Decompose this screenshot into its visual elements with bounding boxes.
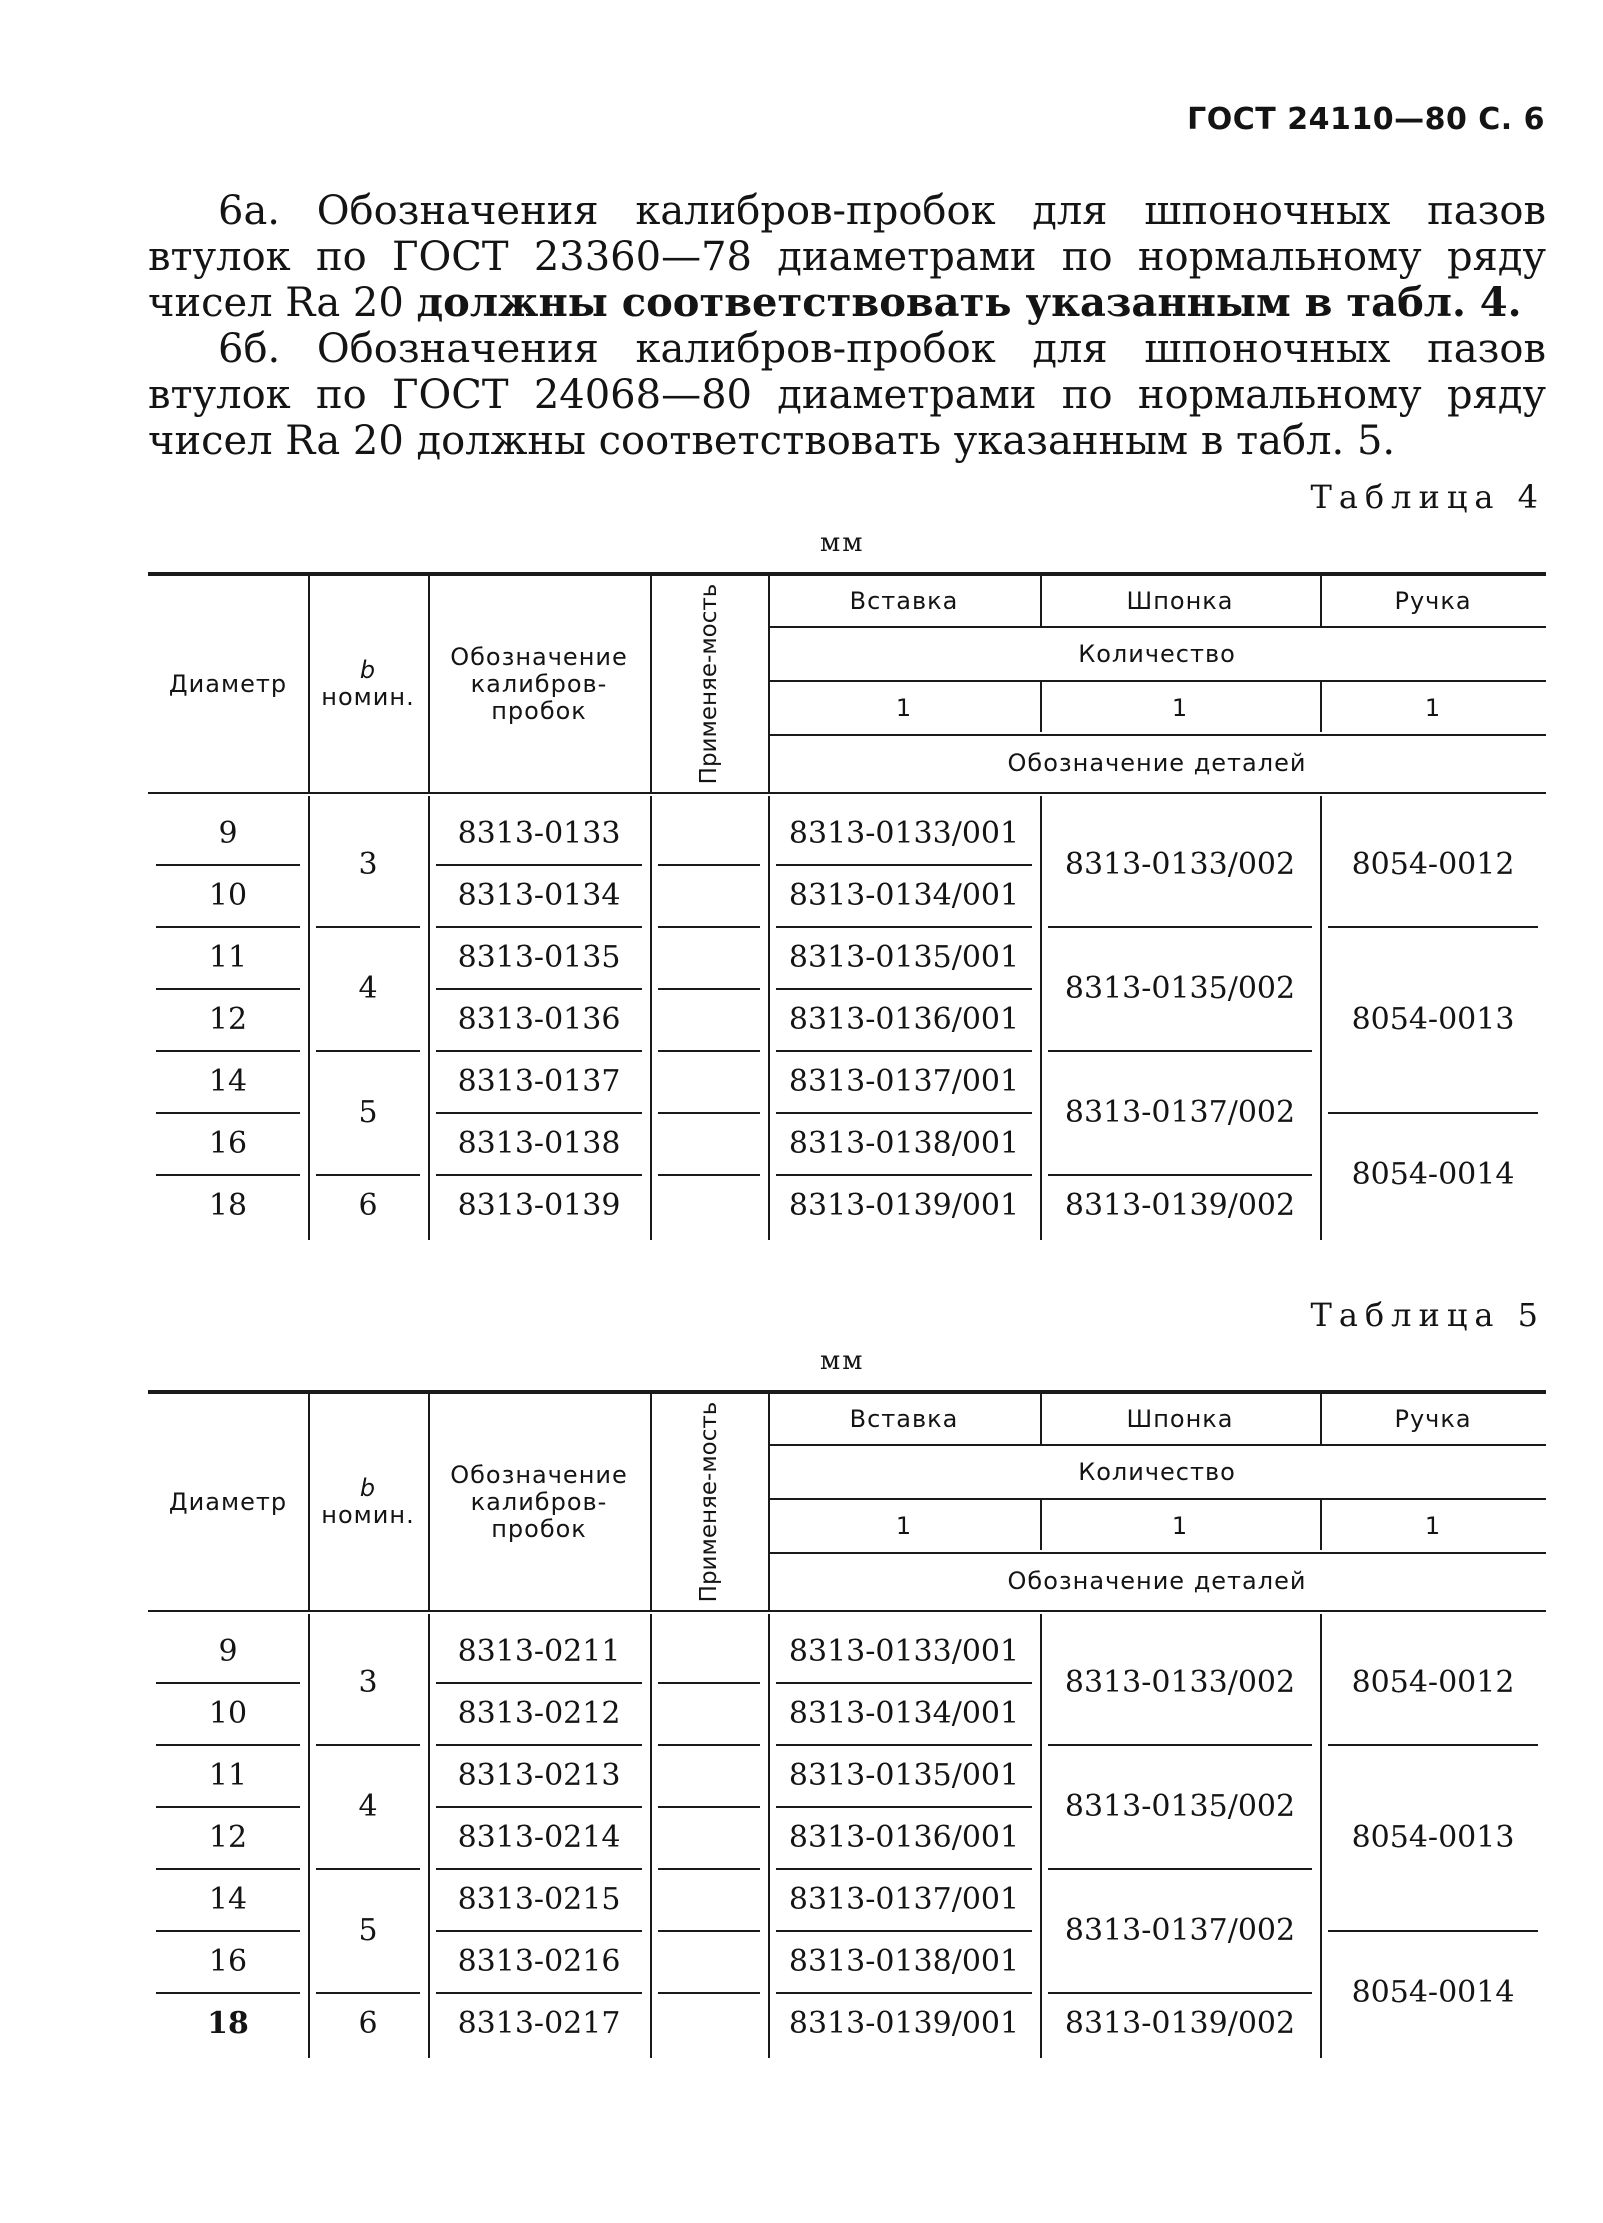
header-qty-handle: 1 [1424,693,1442,722]
header-b-label: номин. [321,683,415,711]
gauge-designation: 8313-0138 [457,1125,621,1161]
gauge-designation: 8313-0134 [457,877,621,913]
header-parts-designation: Обозначение деталей [1007,748,1307,777]
gauge-designation: 8313-0139 [457,1187,621,1223]
insert-designation: 8313-0135/001 [788,1757,1020,1793]
applicability-rule [658,1868,760,1870]
handle-designation: 8054-0014 [1351,1974,1515,2010]
header-insert: Вставка [849,1404,959,1433]
header-b-label: номин. [321,1501,415,1529]
diameter-value: 14 [208,1881,248,1917]
table-4 [148,572,1546,1282]
gauge-designation: 8313-0133 [457,815,621,851]
diameter-value: 16 [208,1125,248,1161]
key-designation: 8313-0137/002 [1064,1094,1296,1130]
body-text [148,188,1546,464]
insert-designation: 8313-0137/001 [788,1881,1020,1917]
applicability-rule [658,1050,760,1052]
gauge-designation: 8313-0216 [457,1943,621,1979]
handle-designation: 8054-0013 [1351,1001,1515,1037]
b-nominal-value: 6 [358,2005,378,2041]
applicability-rule [658,1682,760,1684]
header-bottom-rule [148,1610,1546,1612]
insert-designation: 8313-0139/001 [788,2005,1020,2041]
diameter-value: 9 [218,1633,238,1669]
insert-designation: 8313-0134/001 [788,1695,1020,1731]
b-nominal-value: 6 [358,1187,378,1223]
b-nominal-value: 4 [358,970,378,1006]
header-parts-designation: Обозначение деталей [1007,1566,1307,1595]
applicability-rule [658,1992,760,1994]
paragraph-6b: 6б. Обозначения калибров-пробок для шпоночных пазов втулок по ГОСТ 24068—80 диаметрами по нормальному ряду чисел Ra 20 должны соответствовать указанным в табл. 5. [148,326,1546,464]
table4-caption: Таблица 4 [1310,478,1545,516]
body-col-divider [650,796,652,1240]
diameter-value: 12 [208,1001,248,1037]
header-bottom-rule [148,792,1546,794]
gauge-designation: 8313-0135 [457,939,621,975]
applicability-rule [658,1744,760,1746]
header-diameter: Диаметр [168,669,288,698]
paragraph-6a-bold: должны соответствовать указанным в табл. 4. [416,279,1522,326]
diameter-value: 11 [208,939,248,975]
b-nominal-value: 3 [358,846,378,882]
applicability-rule [658,926,760,928]
header-gauge-designation: Обозначение калибров-пробок [450,642,628,725]
insert-designation: 8313-0138/001 [788,1943,1020,1979]
insert-designation: 8313-0133/001 [788,1633,1020,1669]
insert-designation: 8313-0136/001 [788,1001,1020,1037]
insert-designation: 8313-0135/001 [788,939,1020,975]
key-designation: 8313-0137/002 [1064,1912,1296,1948]
table5-unit: мм [820,1346,865,1376]
handle-designation: 8054-0014 [1351,1156,1515,1192]
header-b-nominal [308,576,428,792]
b-nominal-value: 3 [358,1664,378,1700]
diameter-value: 14 [208,1063,248,1099]
diameter-value: 18 [207,2005,249,2041]
header-b-symbol: b [359,656,377,684]
gauge-designation: 8313-0213 [457,1757,621,1793]
diameter-value: 10 [208,1695,248,1731]
header-key: Шпонка [1126,1404,1234,1433]
applicability-rule [658,1112,760,1114]
header-handle: Ручка [1394,586,1472,615]
applicability-rule [658,988,760,990]
diameter-value: 16 [208,1943,248,1979]
header-b-symbol: b [359,1474,377,1502]
insert-designation: 8313-0136/001 [788,1819,1020,1855]
header-col-divider [650,576,652,792]
applicability-rule [658,1174,760,1176]
key-designation: 8313-0135/002 [1064,1788,1296,1824]
diameter-value: 11 [208,1757,248,1793]
header-applicability: Применяе-мость [696,1401,722,1603]
handle-designation: 8054-0012 [1351,846,1515,882]
gauge-designation: 8313-0136 [457,1001,621,1037]
diameter-value: 18 [208,1187,248,1223]
header-b-nominal [308,1394,428,1610]
handle-designation: 8054-0012 [1351,1664,1515,1700]
b-nominal-value: 5 [358,1912,378,1948]
diameter-value: 9 [218,815,238,851]
insert-designation: 8313-0138/001 [788,1125,1020,1161]
gauge-designation: 8313-0215 [457,1881,621,1917]
b-nominal-value: 5 [358,1094,378,1130]
diameter-value: 10 [208,877,248,913]
gauge-designation: 8313-0212 [457,1695,621,1731]
applicability-rule [658,864,760,866]
insert-designation: 8313-0137/001 [788,1063,1020,1099]
insert-designation: 8313-0134/001 [788,877,1020,913]
applicability-rule [658,1806,760,1808]
header-key: Шпонка [1126,586,1234,615]
b-nominal-value: 4 [358,1788,378,1824]
key-designation: 8313-0133/002 [1064,846,1296,882]
handle-designation: 8054-0013 [1351,1819,1515,1855]
header-quantity: Количество [1078,639,1236,668]
header-qty-key: 1 [1171,1511,1189,1540]
key-designation: 8313-0133/002 [1064,1664,1296,1700]
gauge-designation: 8313-0214 [457,1819,621,1855]
body-col-divider [650,1614,652,2058]
table-5 [148,1390,1546,2100]
key-designation: 8313-0139/002 [1064,2005,1296,2041]
header-qty-key: 1 [1171,693,1189,722]
header-handle: Ручка [1394,1404,1472,1433]
table5-caption: Таблица 5 [1310,1296,1545,1334]
gauge-designation: 8313-0217 [457,2005,621,2041]
insert-designation: 8313-0133/001 [788,815,1020,851]
header-insert: Вставка [849,586,959,615]
header-diameter: Диаметр [168,1487,288,1516]
header-qty-insert: 1 [895,693,913,722]
paragraph-6a [148,188,1546,326]
header-qty-handle: 1 [1424,1511,1442,1540]
key-designation: 8313-0135/002 [1064,970,1296,1006]
header-qty-insert: 1 [895,1511,913,1540]
key-designation: 8313-0139/002 [1064,1187,1296,1223]
header-quantity: Количество [1078,1457,1236,1486]
gauge-designation: 8313-0211 [457,1633,621,1669]
header-gauge-designation: Обозначение калибров-пробок [450,1460,628,1543]
applicability-rule [658,1930,760,1932]
diameter-value: 12 [208,1819,248,1855]
header-col-divider [650,1394,652,1610]
insert-designation: 8313-0139/001 [788,1187,1020,1223]
table4-unit: мм [820,528,865,558]
page-header: ГОСТ 24110—80 С. 6 [1187,102,1545,137]
gauge-designation: 8313-0137 [457,1063,621,1099]
header-applicability: Применяе-мость [696,583,722,785]
paragraph-6a-text: 6а. Обозначения калибров-пробок для шпоночных пазов втулок по ГОСТ 23360—78 диаметрами по нормальному ряду чисел Ra 20 [148,188,1546,326]
